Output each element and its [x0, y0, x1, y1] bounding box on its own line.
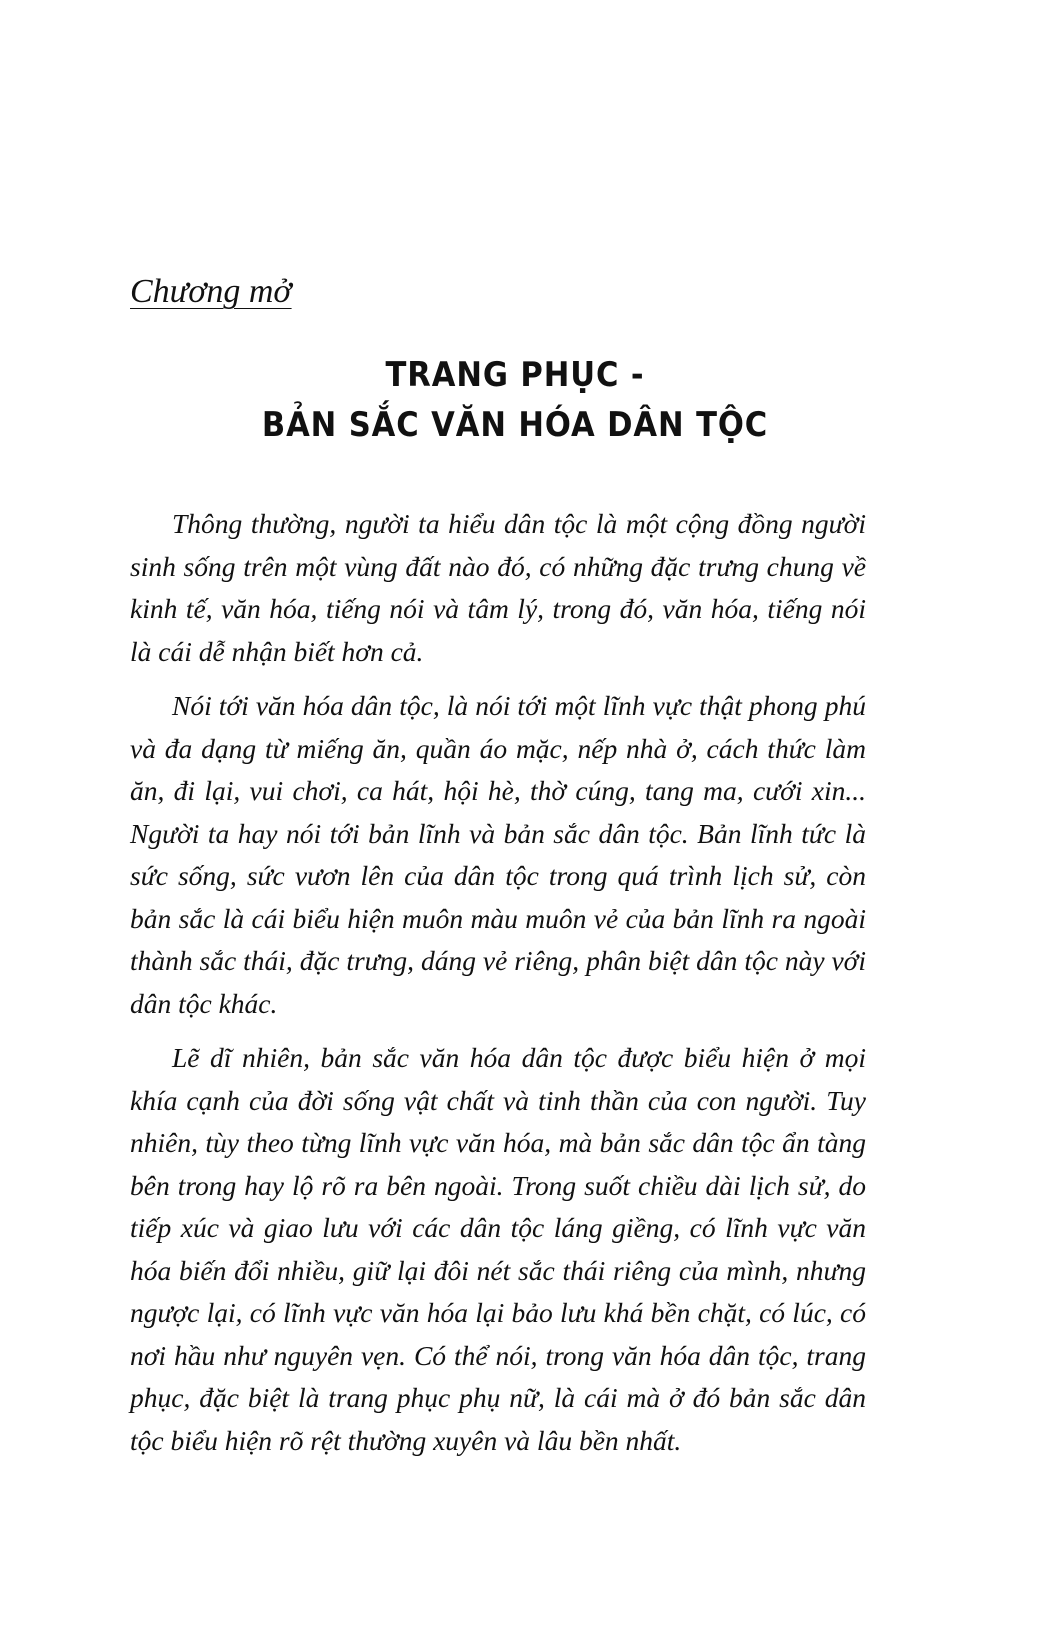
paragraph-2: Nói tới văn hóa dân tộc, là nói tới một lĩnh vực thật phong phú và đa dạng từ miếng ăn, quần áo mặc, nếp nhà ở, cách thức làm ăn, đi lại, vui chơi, ca hát, hội hè, thờ cúng, tang ma, cưới xin... Người ta hay nói tới bản lĩnh và bản sắc dân tộc. Bản lĩnh tức là sức sống, sức vươn lên của dân tộc trong quá trình lịch sử, còn bản sắc là cái biểu hiện muôn màu muôn vẻ của bản lĩnh ra ngoài thành sắc thái, đặc trưng, dáng vẻ riêng, phân biệt dân tộc này với dân tộc khác. — [130, 690, 866, 1019]
paragraph-1: Thông thường, người ta hiểu dân tộc là một cộng đồng người sinh sống trên một vùng đất nào đó, có những đặc trưng chung về kinh tế, văn hóa, tiếng nói và tâm lý, trong đó, văn hóa, tiếng nói là cái dễ nhận biết hơn cả. — [130, 508, 866, 667]
body-text — [130, 503, 866, 1474]
chapter-title-line-2: BẢN SẮC VĂN HÓA DÂN TỘC — [261, 405, 769, 445]
chapter-title-line-1: TRANG PHỤC - — [385, 355, 645, 395]
paragraph-3: Lẽ dĩ nhiên, bản sắc văn hóa dân tộc được biểu hiện ở mọi khía cạnh của đời sống vật chất và tinh thần của con người. Tuy nhiên, tùy theo từng lĩnh vực văn hóa, mà bản sắc dân tộc ẩn tàng bên trong hay lộ rõ ra bên ngoài. Trong suốt chiều dài lịch sử, do tiếp xúc và giao lưu với các dân tộc láng giềng, có lĩnh vực văn hóa biến đổi nhiều, giữ lại đôi nét sắc thái riêng của mình, nhưng ngược lại, có lĩnh vực văn hóa lại bảo lưu khá bền chặt, có lúc, có nơi hầu như nguyên vẹn. Có thể nói, trong văn hóa dân tộc, trang phục, đặc biệt là trang phục phụ nữ, là cái mà ở đó bản sắc dân tộc biểu hiện rõ rệt thường xuyên và lâu bền nhất. — [130, 1042, 866, 1456]
chapter-title — [169, 350, 862, 450]
chapter-label: Chương mở — [130, 273, 292, 310]
